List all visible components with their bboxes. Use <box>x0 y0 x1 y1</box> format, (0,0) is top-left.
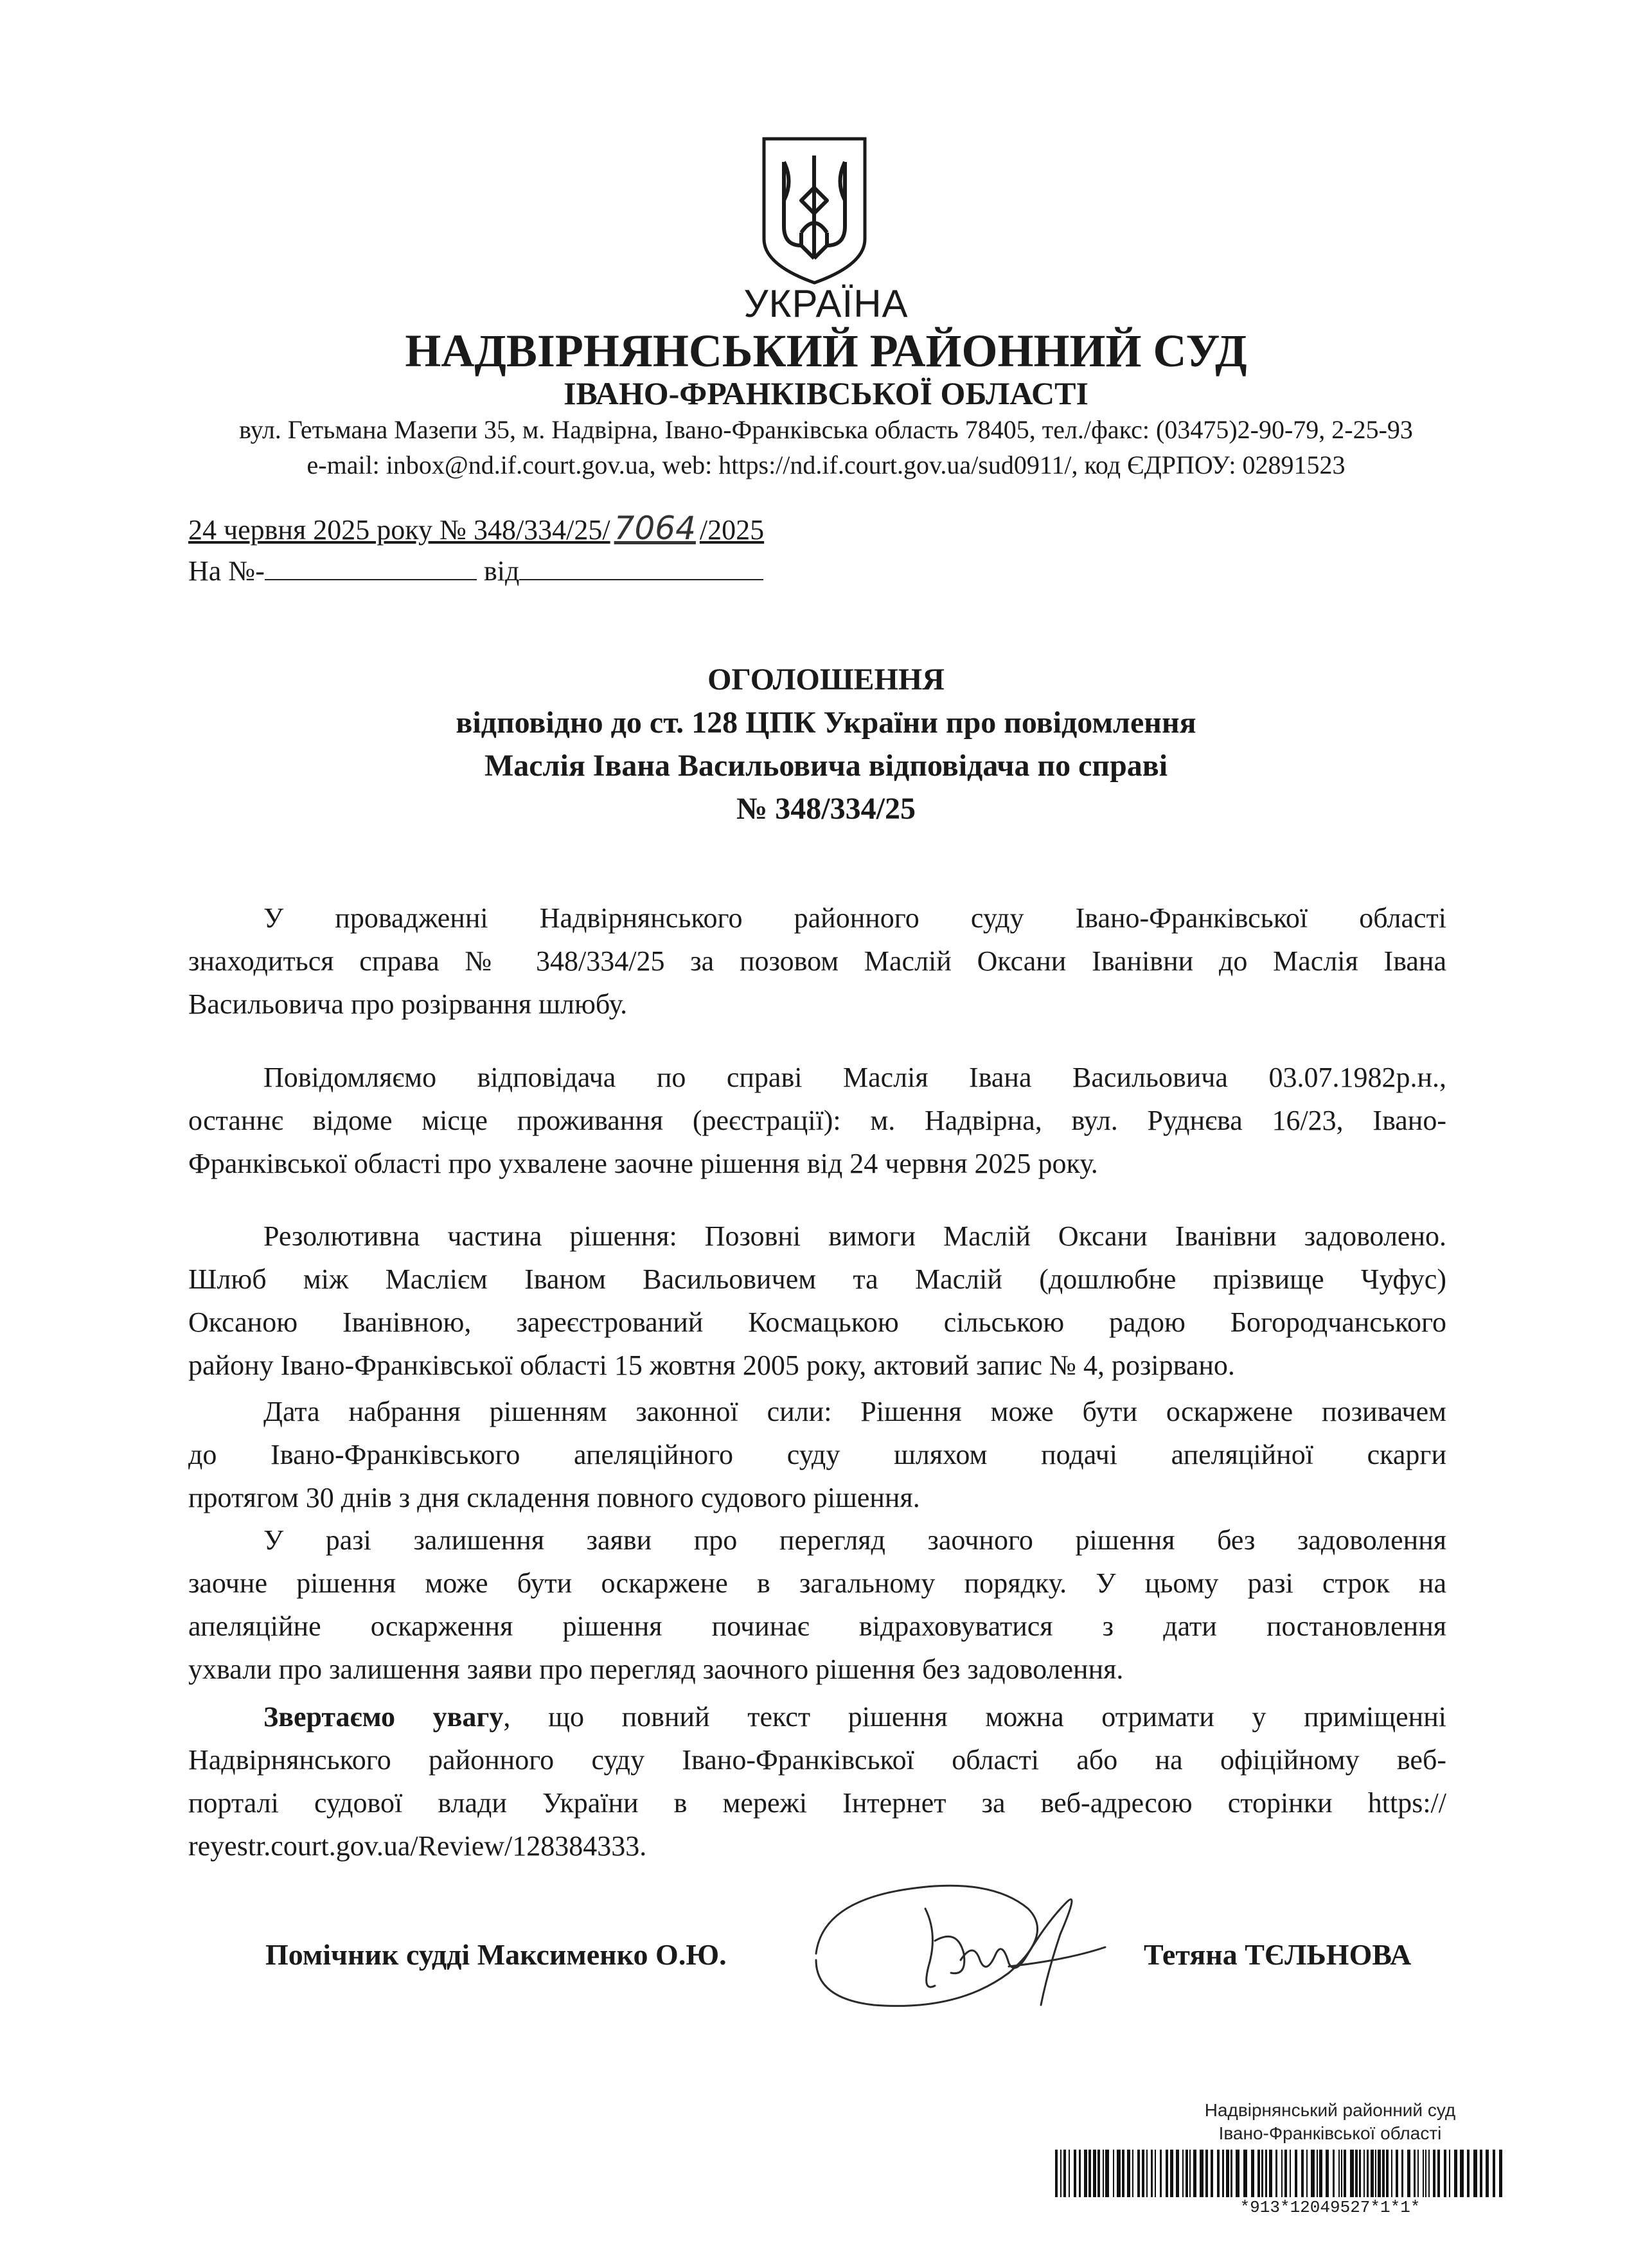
text-line: останнє відоме місце проживання (реєстрації): м. Надвірна, вул. Руднєва 16/23, Івано- <box>188 1105 1446 1136</box>
paragraph-operative-part <box>188 1215 1446 1387</box>
court-name: НАДВІРНЯНСЬКИЙ РАЙОННИЙ СУД <box>405 325 1247 377</box>
barcode-number: *913*12049527*1*1* <box>1239 2198 1421 2217</box>
title-line-3: Маслія Івана Васильовича відповідача по справі <box>484 749 1168 783</box>
reference-suffix: /2025 <box>699 514 765 546</box>
outgoing-reference <box>188 510 764 547</box>
reply-to-label: На №- <box>188 555 265 587</box>
paragraph-notification <box>188 1056 1446 1185</box>
text-line: знаходиться справа № 348/334/25 за позовом Маслій Оксани Іванівни до Маслія Івана <box>188 945 1446 977</box>
text-line: апеляційне оскарження рішення починає відраховуватися з дати постановлення <box>188 1610 1446 1642</box>
from-label: від <box>483 555 520 587</box>
paragraph-effective-date <box>188 1390 1446 1519</box>
text-line: Дата набрання рішенням законної сили: Рішення може бути оскаржене позивачем <box>263 1396 1446 1427</box>
barcode-icon <box>1054 2150 1504 2197</box>
reply-date-blank <box>519 557 763 580</box>
attention-label: Звертаємо увагу <box>263 1701 504 1733</box>
text-line <box>188 1695 1446 1738</box>
address-line-1: вул. Гетьмана Мазепи 35, м. Надвірна, Івано-Франківська область 78405, тел./факс: (03475)2-90-79, 2-25-93 <box>239 415 1413 444</box>
text-line: Васильовича про розірвання шлюбу. <box>188 988 628 1020</box>
reply-number-blank <box>265 557 477 580</box>
text-line: до Івано-Франківського апеляційного суду шляхом подачі апеляційної скарги <box>188 1439 1446 1470</box>
text-line: району Івано-Франківської області 15 жовтня 2005 року, актовий запис № 4, розірвано. <box>188 1350 1235 1381</box>
address-line-2: e-mail: inbox@nd.if.court.gov.ua, web: https://nd.if.court.gov.ua/sud0911/, код ЄДРПОУ: 02891523 <box>306 450 1346 479</box>
text-line: У разі залишення заяви про перегляд заочного рішення без задоволення <box>263 1524 1446 1556</box>
text-line: Франківської області про ухвалене заочне рішення від 24 червня 2025 року. <box>188 1148 1098 1179</box>
stamp-region: Івано-Франківської області <box>1218 2123 1442 2143</box>
text-line: У провадженні Надвірнянського районного суду Івано-Франківської області <box>263 902 1446 934</box>
text-line: протягом 30 днів з дня складення повного судового рішення. <box>188 1482 920 1513</box>
document-title: ОГОЛОШЕННЯ <box>707 663 945 697</box>
paragraph-appeal <box>188 1519 1446 1691</box>
country-heading: УКРАЇНА <box>743 282 909 325</box>
text-line: Шлюб між Маслієм Іваном Васильовичем та Маслій (дошлюбне прізвище Чуфус) <box>188 1263 1446 1295</box>
text-line: Резолютивна частина рішення: Позовні вимоги Маслій Оксани Іванівни задоволено. <box>263 1220 1446 1252</box>
title-line-2: відповідно до ст. 128 ЦПК України про повідомлення <box>456 706 1196 740</box>
text-line: порталі судової влади України в мережі Інтернет за веб-адресою сторінки https:// <box>188 1787 1446 1819</box>
reply-reference <box>188 555 763 587</box>
text-line: Оксаною Іванівною, зареєстрований Космацькою сільською радою Богородчанського <box>188 1306 1446 1338</box>
paragraph-proceedings <box>188 896 1446 1026</box>
paragraph-attention <box>188 1695 1446 1867</box>
handwritten-signature <box>797 1864 1118 2031</box>
text-line: заочне рішення може бути оскаржене в загальному порядку. У цьому разі строк на <box>188 1567 1446 1599</box>
handwritten-number: 7064 <box>614 510 696 547</box>
text-line: reyestr.court.gov.ua/Review/128384333. <box>188 1830 647 1862</box>
court-region: ІВАНО-ФРАНКІВСЬКОЇ ОБЛАСТІ <box>564 375 1088 411</box>
title-case-number: № 348/334/25 <box>736 792 916 826</box>
reference-date-number: 24 червня 2025 року № 348/334/25/ <box>188 514 610 546</box>
stamp-court-name: Надвірнянський районний суд <box>1204 2100 1456 2120</box>
text-line: ухвали про залишення заяви про перегляд заочного рішення без задоволення. <box>188 1653 1124 1685</box>
text-fragment: , що повний текст рішення можна отримати у приміщенні <box>503 1701 1446 1733</box>
trident-coat-of-arms-icon <box>761 136 867 285</box>
assistant-judge-name: Помічник судді Максименко О.Ю. <box>265 1938 727 1971</box>
signatory-name: Тетяна ТЄЛЬНОВА <box>1144 1938 1412 1971</box>
text-line: Повідомляємо відповідача по справі Маслія Івана Васильовича 03.07.1982р.н., <box>263 1062 1446 1093</box>
text-line: Надвірнянського районного суду Івано-Франківської області або на офіційному веб- <box>188 1744 1446 1776</box>
